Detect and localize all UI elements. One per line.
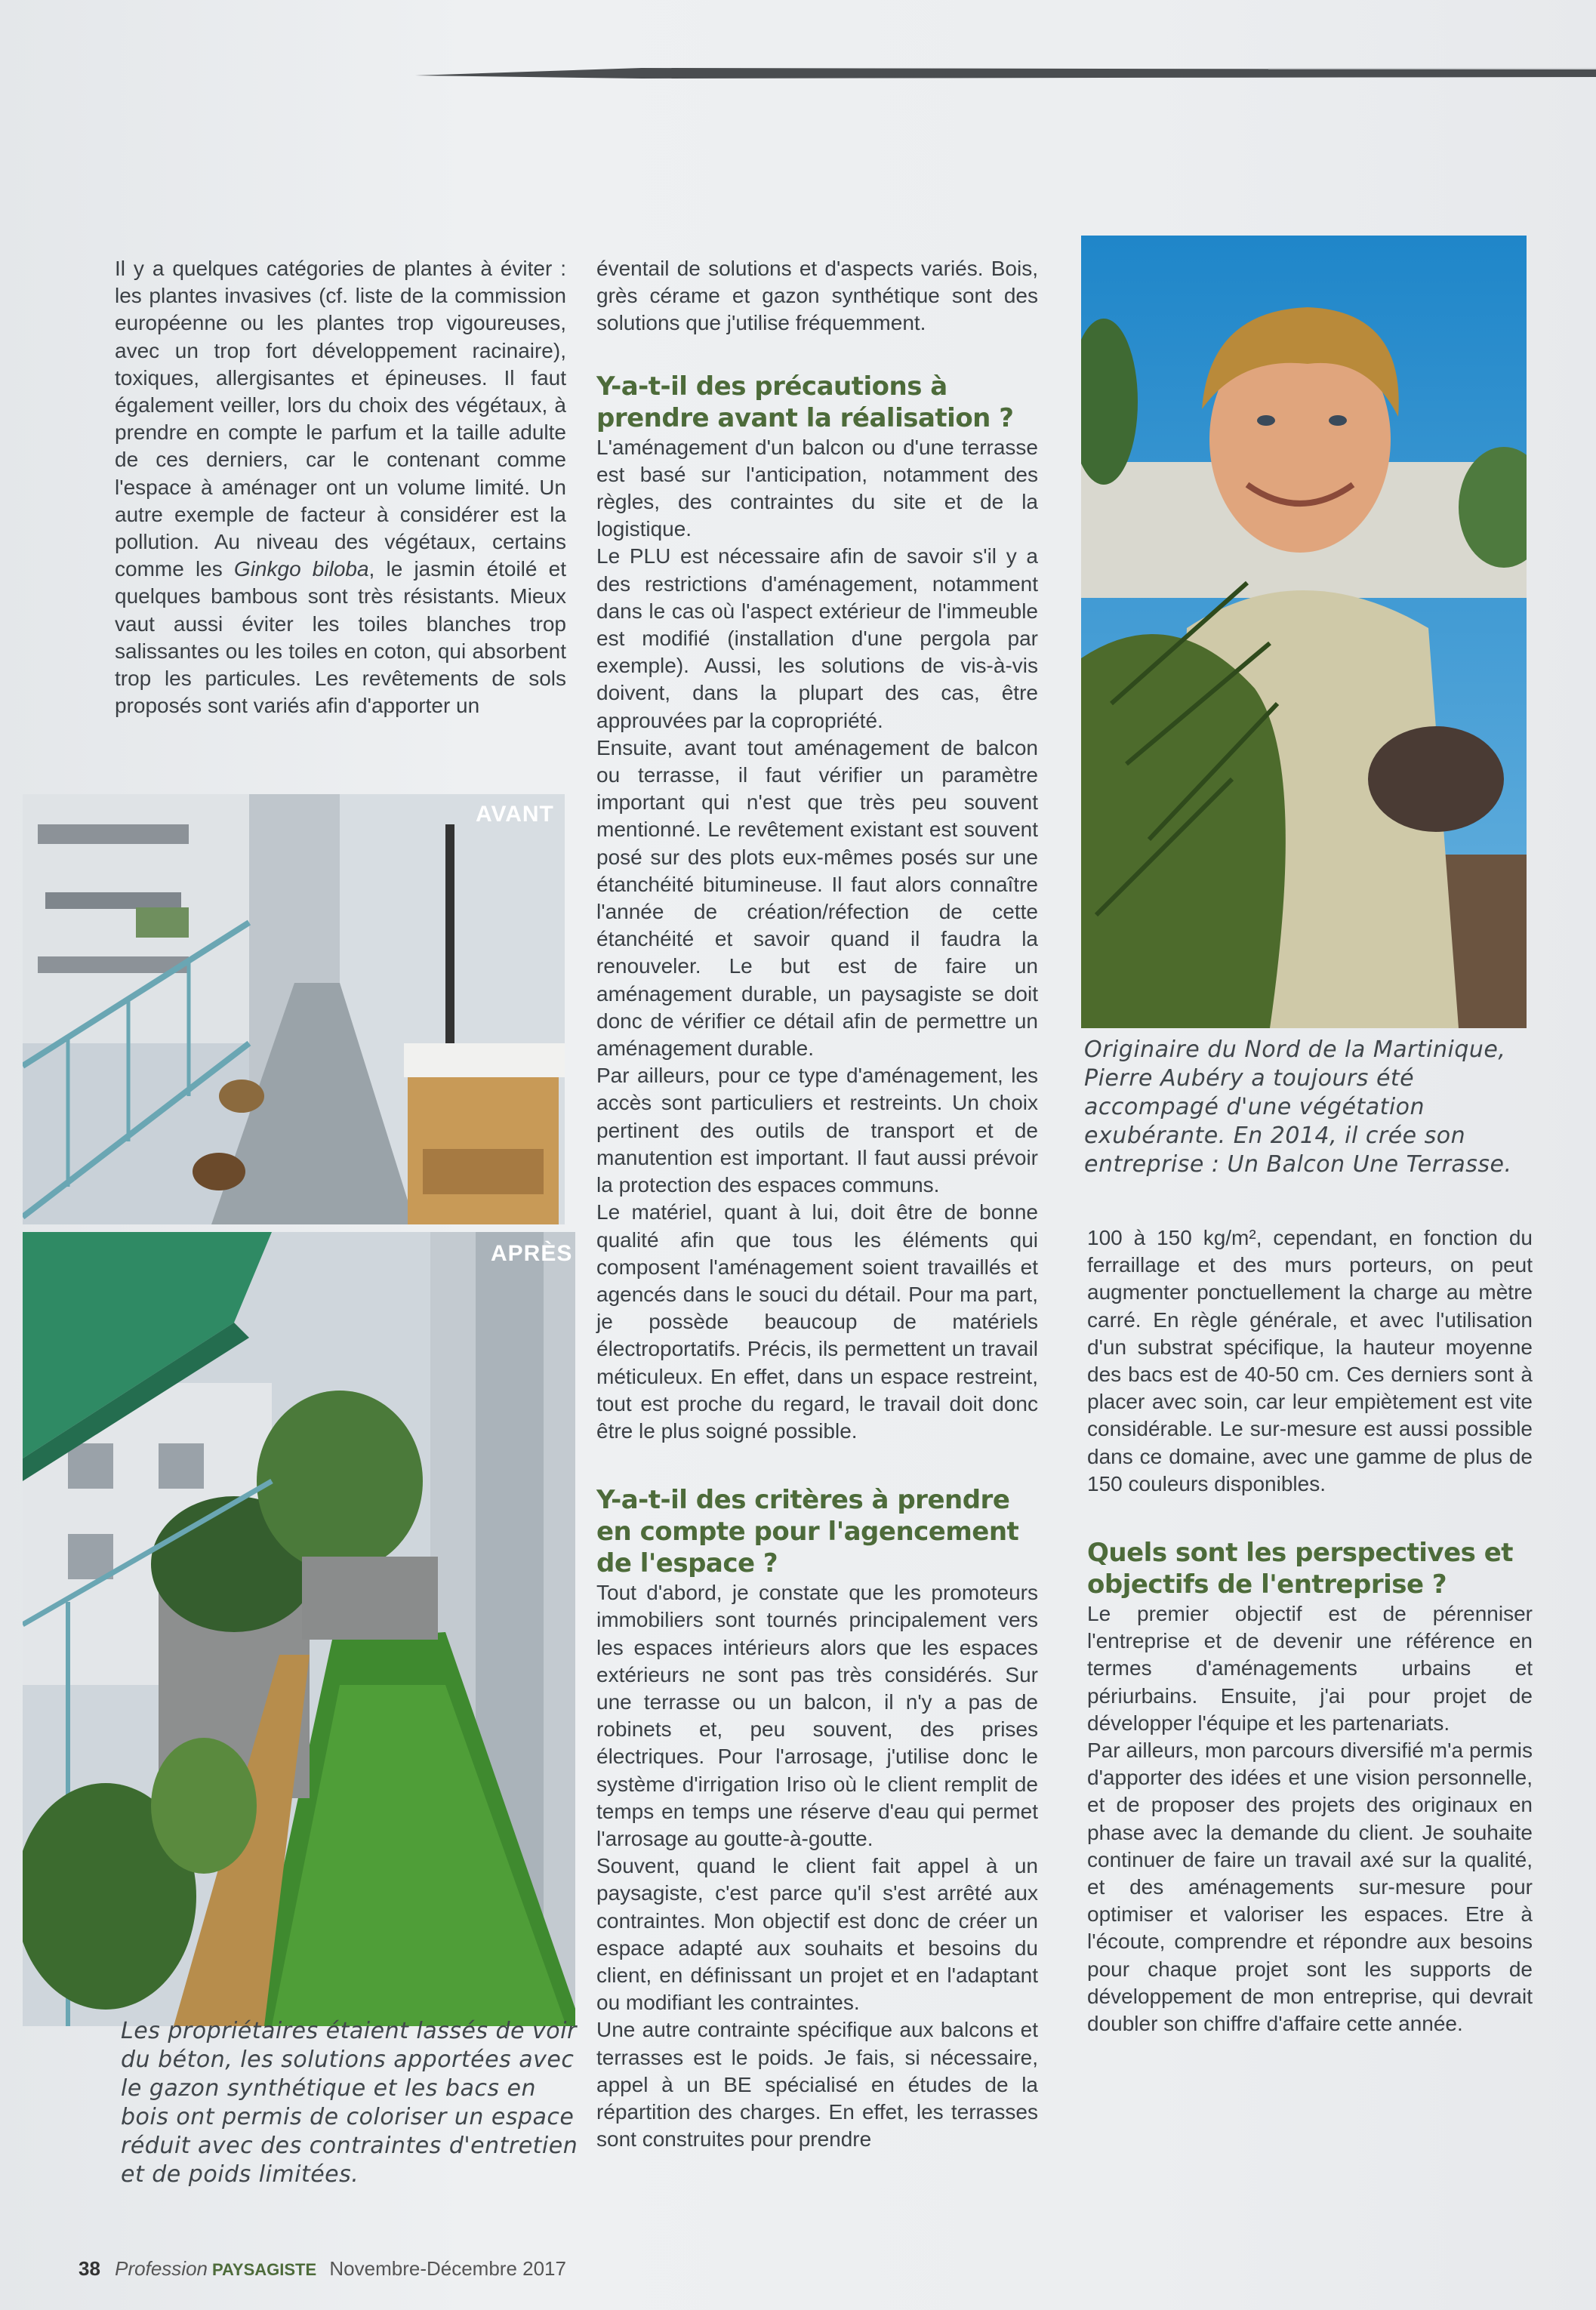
paragraph: Souvent, quand le client fait appel à un paysagiste, c'est parce qu'il s'est arrêté aux contraintes. Mon objectif est donc de créer un espace adapté aux souhaits et besoins du client, en définissant un projet et en l'adaptant ou modifiant les contraintes.	[596, 1854, 1038, 2015]
paragraph: Tout d'abord, je constate que les promoteurs immobiliers sont tournés principalement vers les espaces intérieurs alors que les espaces extérieurs ne sont pas très considérés. Sur une terrasse ou un balcon, il n'y a pas de robinets et, peu souvent, des prises électriques. Pour l'arrosage, j'utilise donc le système d'irrigation Iriso où le client remplit de temps en temps une réserve d'eau qui permet l'arrosage au goutte-à-goutte.	[596, 1581, 1038, 1850]
before-photo	[23, 794, 565, 1224]
magazine-name: Profession PAYSAGISTE	[115, 2257, 317, 2280]
section-heading-perspectives: Quels sont les perspectives et objectifs de l'entreprise ?	[1087, 1538, 1514, 1600]
paragraph: Le PLU est nécessaire afin de savoir s'il y a des restrictions d'aménagement, notamment dans le cas où l'aspect extérieur de l'immeuble est modifié (installation d'une pergola par exemple). Aussi, les solutions de vis-à-vis doivent, dans la plupart des cas, être approuvées par la copropriété.	[596, 544, 1038, 732]
column-2	[596, 255, 1038, 2153]
paragraph: 100 à 150 kg/m², cependant, en fonction du ferraillage et des murs porteurs, on peut augmenter ponctuellement la charge au mètre carré. En règle générale, et avec l'utilisation d'un substrat spécifique, la hauteur moyenne des bacs est de 40-50 cm. Ces derniers sont à placer avec soin, car leur empiètement est vite considérable. Le sur-mesure est aussi possible dans ce domaine, avec une gamme de plus de 150 couleurs disponibles.	[1087, 1226, 1533, 1495]
paragraph: éventail de solutions et d'aspects variés. Bois, grès cérame et gazon synthétique sont des solutions que j'utilise fréquemment.	[596, 257, 1038, 335]
paragraph: Le matériel, quant à lui, doit être de bonne qualité afin que tous les éléments qui composent l'aménagement soient travaillés et agencés dans le souci du détail. Pour ma part, je possède beaucoup de matériels électroportatifs. Précis, ils permettent un travail méticuleux. En effet, dans un espace restreint, tout est proche du regard, le travail doit donc être le plus soigné possible.	[596, 1200, 1038, 1443]
page-footer	[79, 2257, 566, 2281]
paragraph: Il y a quelques catégories de plantes à éviter : les plantes invasives (cf. liste de la commission européenne ou les plantes trop vigoureuses, avec un trop fort développement racinaire), toxiques, allergisantes et épineuses. Il faut également veiller, lors du choix des végétaux, à prendre en compte le parfum et la taille adulte de ces derniers, car le contenant comme l'espace à aménager ont un volume limité. Un autre exemple de facteur à considérer est la pollution. Au niveau des végétaux, certains comme les Ginkgo biloba, le jasmin étoilé et quelques bambous sont très résistants. Mieux vaut aussi éviter les toiles blanches trop salissantes ou les toiles en coton, qui absorbent trop les particules. Les revêtements de sols proposés sont variés afin d'apporter un	[115, 257, 566, 718]
portrait-caption: Originaire du Nord de la Martinique, Pierre Aubéry a toujours été accompagé d'une végétation exubérante. En 2014, il crée son entreprise : Un Balcon Une Terrasse.	[1084, 1036, 1512, 1178]
paragraph: Une autre contrainte spécifique aux balcons et terrasses est le poids. Je fais, si nécessaire, appel à un BE spécialisé en études de la répartition des charges. En effet, les terrasses sont construites pour prendre	[596, 2018, 1038, 2151]
after-label: APRÈS	[491, 1241, 573, 1266]
before-label: AVANT	[476, 802, 554, 827]
landscaper-portrait-illustration	[1081, 236, 1527, 1028]
paragraph: Le premier objectif est de pérenniser l'entreprise et de devenir une référence en termes d'aménagements urbains et périurbains. Ensuite, j'ai pour projet de développer l'équipe et les partenariats.	[1087, 1602, 1533, 1735]
before-balcony-illustration	[23, 794, 565, 1224]
after-balcony-illustration	[23, 1232, 575, 2026]
latin-plant-name: Ginkgo biloba	[233, 557, 369, 581]
before-after-caption: Les propriétaires étaient lassés de voir du béton, les solutions apportées avec le gazon synthétique et les bacs en bois ont permis de coloriser un espace réduit avec des contraintes d'entretien et de poids limitées.	[121, 2018, 578, 2188]
page-number: 38	[79, 2257, 100, 2280]
section-heading-precautions: Y-a-t-il des précautions à prendre avant la réalisation ?	[596, 371, 1014, 433]
paragraph: Par ailleurs, pour ce type d'aménagement, les accès sont particuliers et restreints. Un choix pertinent des outils de transport et de manutention est important. Il faut aussi prévoir la protection des espaces communs.	[596, 1064, 1038, 1197]
column-1	[115, 255, 566, 719]
column-3	[1087, 1224, 1533, 2037]
portrait-photo	[1081, 236, 1527, 1028]
paragraph: L'aménagement d'un balcon ou d'une terrasse est basé sur l'anticipation, notamment des règles, des contraintes du site et de la logistique.	[596, 435, 1038, 541]
paragraph: Par ailleurs, mon parcours diversifié m'a permis d'apporter des idées et une vision personnelle, et de proposer des projets des originaux en phase avec la demande du client. Je souhaite continuer de faire un travail axé sur la qualité, et des aménagements sur-mesure pour optimiser et valoriser les espaces. Etre à l'écoute, comprendre et répondre aux besoins pour chaque projet sont les supports de développement de mon entreprise, qui devrait doubler son chiffre d'affaire cette année.	[1087, 1739, 1533, 2036]
decorative-top-bar	[415, 66, 1596, 80]
section-heading-criteres: Y-a-t-il des critères à prendre en compte pour l'agencement de l'espace ?	[596, 1485, 1019, 1579]
magazine-brand: PAYSAGISTE	[212, 2260, 317, 2279]
paragraph: Ensuite, avant tout aménagement de balcon ou terrasse, il faut vérifier un paramètre important qui n'est que très peu souvent mentionné. Le revêtement existant est souvent posé sur des plots eux-mêmes posés sur une étanchéité bitumineuse. Il faut alors connaître l'année de création/réfection de cette étanchéité et savoir quand il faudra la renouveler. Le but est de faire un aménagement durable, un paysagiste se doit donc de vérifier ce détail afin de permettre un aménagement durable.	[596, 735, 1038, 1061]
issue-date: Novembre-Décembre 2017	[329, 2257, 566, 2280]
after-photo	[23, 1232, 575, 2026]
